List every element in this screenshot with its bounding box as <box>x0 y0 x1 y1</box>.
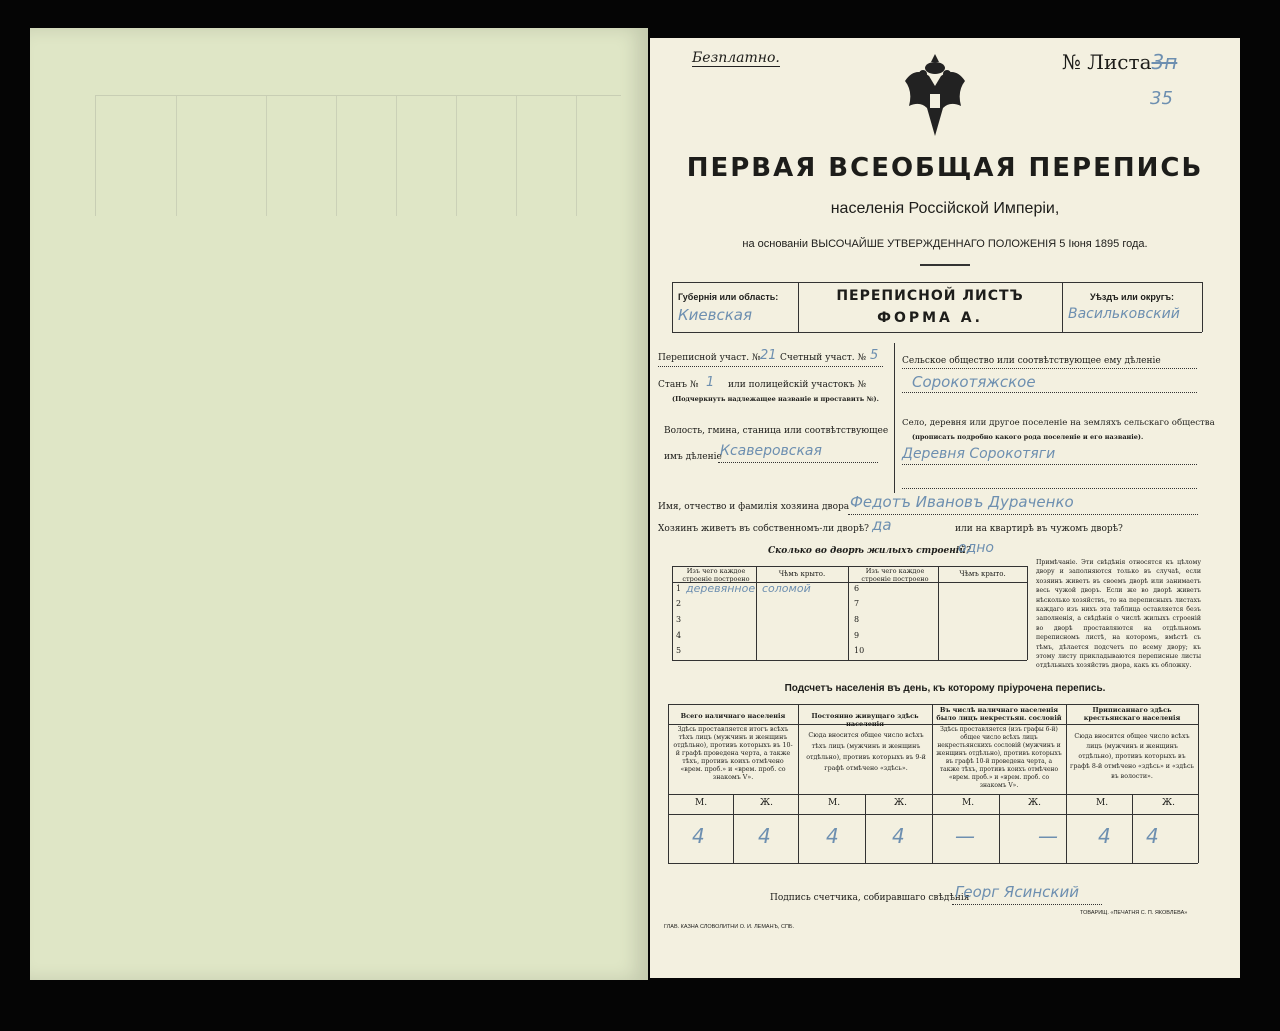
sheet-label: № Листа <box>1062 50 1152 74</box>
form-basis: на основаніи ВЫСОЧАЙШЕ УТВЕРЖДЕННАГО ПОЛОЖЕНІЯ 5 Іюня 1895 года. <box>742 238 1148 250</box>
buildings-value: одно <box>958 540 994 556</box>
society-label: Сельское общество или соотвѣтствующее ему дѣленіе <box>902 356 1161 366</box>
count-col1-head: Всего наличнаго населенія <box>680 712 786 720</box>
row-num-4: 4 <box>676 631 682 640</box>
village-note: (прописать подробно какого рода поселеніе и его названіе). <box>912 433 1144 441</box>
free-label: Безплатно. <box>692 50 780 66</box>
count-value-4: 4 <box>892 824 905 848</box>
gubernia-label: Губернія или область: <box>678 292 779 302</box>
row-num-9: 9 <box>854 631 860 640</box>
village-label: Село, деревня или другое поселеніе на земляхъ сельскаго общества <box>902 418 1215 428</box>
row-num-7: 7 <box>854 599 860 608</box>
form-main-title: ПЕРВАЯ ВСЕОБЩАЯ ПЕРЕПИСЬ <box>686 153 1204 183</box>
buildings-label: Сколько во дворѣ жилыхъ строеній? <box>768 546 972 556</box>
signature-value: Георг Ясинский <box>955 883 1079 901</box>
count-district-value: 5 <box>870 348 879 363</box>
double-headed-eagle-emblem <box>895 46 975 146</box>
count-col1-body: Здѣсь проставляется итогъ всѣхъ тѣхъ лицъ (мужчинъ и женщинъ отдѣльно), противъ которыхъ въ 10-й графѣ проведена черта, а также тѣхъ, противъ коихъ отмѣчено «врем. проб.» и «врем. проб. со знакомъ V». <box>673 726 793 781</box>
form-subtitle: населенія Россійской Имперіи, <box>830 200 1060 217</box>
form-sheet-subtitle: ФОРМА А. <box>877 310 983 326</box>
society-value: Сорокотяжское <box>912 373 1036 391</box>
count-value-1: 4 <box>692 824 705 848</box>
count-value-6: — <box>1038 824 1058 848</box>
count-value-2: 4 <box>758 824 771 848</box>
f-label-1: Ж. <box>760 798 773 808</box>
count-value-3: 4 <box>826 824 839 848</box>
row-num-6: 6 <box>854 584 860 593</box>
stan-value: 1 <box>706 375 715 390</box>
count-value-8: 4 <box>1146 824 1159 848</box>
census-district-label: Переписной участ. № <box>658 353 761 363</box>
sheet-number: 35 <box>1150 88 1173 109</box>
count-col3-head: Въ числѣ наличнаго населенія было лицъ некрестьян. сословій <box>936 706 1062 722</box>
count-col2-head: Постоянно живущаго здѣсь населенія <box>811 712 919 728</box>
census-form-page <box>650 38 1240 978</box>
m-label-2: М. <box>828 798 841 808</box>
count-value-5: — <box>955 824 975 848</box>
col-material-right: Изъ чего каждое строеніе построено <box>861 567 929 583</box>
sheet-number-label <box>1062 50 1177 74</box>
owner-label: Имя, отчество и фамилія хозяина двора <box>658 502 850 512</box>
gubernia-value: Киевская <box>678 306 752 324</box>
row-num-2: 2 <box>676 599 682 608</box>
uezd-value: Васильковский <box>1068 306 1180 322</box>
count-col2-body: Сюда вносится общее число всѣхъ тѣхъ лицъ (мужчинъ и женщинъ отдѣльно), противъ которыхъ въ 9-й графѣ отмѣчено «здѣсь». <box>806 732 926 772</box>
signature-label: Подпись счетчика, собиравшаго свѣдѣнія <box>770 893 970 903</box>
volost-value: Ксаверовская <box>720 443 822 459</box>
f-label-4: Ж. <box>1162 798 1175 808</box>
footer-right: ТОВАРИЩ. «ПЕЧАТНЯ С. П. ЯКОВЛЕВА» <box>1080 910 1188 916</box>
own-house-value: да <box>872 516 892 534</box>
count-col3-body: Здѣсь проставляется (изъ графы 6-й) общее число всѣхъ лицъ некрестьянскихъ сословій (мужчинъ и женщинъ отдѣльно), противъ которыхъ въ графѣ 10-й проведена черта, а также тѣхъ, противъ коихъ отмѣчено «врем. проб.» и «врем. проб. со знакомъ V». <box>936 726 1062 789</box>
f-label-2: Ж. <box>894 798 907 808</box>
count-value-7: 4 <box>1098 824 1111 848</box>
sheet-crossed: 3п <box>1151 50 1178 74</box>
count-section-title: Подсчетъ населенія въ день, къ которому пріурочена перепись. <box>784 683 1106 694</box>
row1-roof: соломой <box>762 582 811 595</box>
census-district-value: 21 <box>760 348 777 363</box>
footer-left: ГЛАВ. КАЗНА СЛОВОЛИТНИ О. И. ЛЕМАНЪ, СПБ. <box>664 924 795 930</box>
col-roof-right: Чѣмъ крыто. <box>959 570 1006 578</box>
village-value: Деревня Сорокотяги <box>902 446 1056 462</box>
row1-material: деревянное <box>686 582 756 595</box>
col-material-left: Изъ чего каждое строеніе построено <box>682 567 750 583</box>
police-note: (Подчеркнуть надлежащее названіе и проставить №). <box>672 395 879 403</box>
row-num-3: 3 <box>676 615 682 624</box>
volost-label-2: имъ дѣленіе <box>664 452 722 462</box>
m-label-1: М. <box>695 798 708 808</box>
row-num-5: 5 <box>676 646 682 655</box>
uezd-label: Уѣздъ или округъ: <box>1090 292 1175 302</box>
col-roof-left: Чѣмъ крыто. <box>778 570 826 578</box>
volost-label-1: Волость, гмина, станица или соотвѣтствующее <box>664 426 889 436</box>
row-num-1: 1 <box>676 584 682 593</box>
m-label-3: М. <box>962 798 975 808</box>
count-district-label: Счетный участ. № <box>780 353 867 363</box>
row-num-10: 10 <box>854 646 865 655</box>
own-house-label: Хозяинъ живетъ въ собственномъ-ли дворѣ? <box>658 524 869 534</box>
owner-value: Федотъ Ивановъ Дураченко <box>850 493 1074 511</box>
police-label: или полицейскій участокъ № <box>728 380 867 390</box>
form-sheet-title: ПЕРЕПИСНОЙ ЛИСТЪ <box>836 288 1024 304</box>
stan-label: Станъ № <box>658 380 699 390</box>
bleed-through-table <box>95 95 621 216</box>
row-num-8: 8 <box>854 615 860 624</box>
count-col4-body: Сюда вносится общее число всѣхъ лицъ (мужчинъ и женщинъ отдѣльно), противъ которыхъ въ графѣ 8-й отмѣчено «здѣсь» и «здѣсь въ волости». <box>1070 733 1194 780</box>
rent-label: или на квартирѣ въ чужомъ дворѣ? <box>955 524 1123 534</box>
m-label-4: М. <box>1096 798 1109 808</box>
side-note: Примѣчаніе. Эти свѣдѣнія относятся къ цѣлому двору и заполняются только въ случаѣ, если хозяинъ живетъ въ своемъ дворѣ или занимаетъ весь чужой дворъ. Если же во дворѣ живетъ нѣсколько хозяйствъ, то на переписныхъ листахъ каждаго изъ нихъ эта таблица оставляется безъ заполненія, а свѣдѣнія о числѣ жилыхъ строеній во дворѣ проставляются на отдѣльномъ переписномъ листѣ, на которомъ, вмѣстѣ съ тѣмъ, дѣлается подсчетъ по всему двору; къ этому листу прикладываются переписные листы отдѣльныхъ хозяйствъ двора, какъ къ обложку. <box>1036 559 1201 670</box>
f-label-3: Ж. <box>1028 798 1041 808</box>
count-col4-head: Приписаннаго здѣсь крестьянскаго населенія <box>1083 706 1181 722</box>
